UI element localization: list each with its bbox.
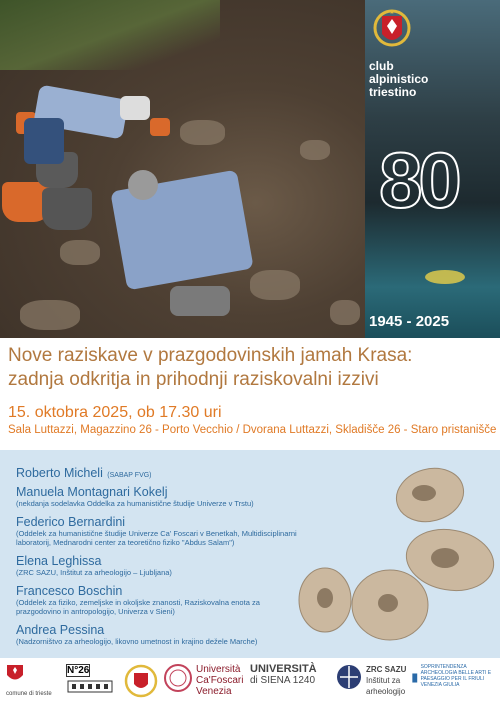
speaker-item [16, 554, 286, 577]
club-crest-icon [373, 6, 411, 54]
excavation-photo [0, 0, 365, 338]
speaker-name: Andrea Pessina [16, 623, 105, 637]
cave-photo [365, 0, 500, 338]
zrc-sazu-logo: ZRC SAZU Inštitut za arheologijo [366, 665, 407, 696]
magazzino-26-logo: N°26 [66, 664, 116, 698]
club-name: club alpinistico triestino [369, 59, 429, 99]
event-title: Nove raziskave v prazgodovinskih jamah Krasa: zadnja odkritja in prihodnji raziskovalni izzivi [8, 345, 413, 390]
speaker-item [16, 485, 286, 508]
speaker-item [16, 623, 286, 646]
event-venue: Sala Luttazzi, Magazzino 26 - Porto Vecchio / Dvorana Luttazzi, Skladišče 26 - Staro pristanišče [8, 424, 497, 436]
stone-artifacts-image [290, 460, 495, 650]
soprintendenza-logo: SOPRINTENDENZA ARCHEOLOGIA BELLE ARTI E PAESAGGIO PER IL FRIULI VENEZIA GIULIA [412, 664, 498, 692]
vegetation [0, 0, 220, 70]
club-crest-icon [124, 664, 158, 698]
speaker-item [16, 515, 301, 547]
cafoscari-logo: Università Ca'Foscari Venezia [196, 664, 244, 697]
speaker-affiliation: (Nadzorništvo za arheologijo, likovno umetnost in krajino dežele Marche) [16, 637, 258, 646]
speaker-name: Federico Bernardini [16, 515, 126, 529]
ministry-icon [412, 664, 418, 692]
building-icon [66, 677, 114, 693]
speaker-item [16, 464, 152, 482]
zrc-globe-icon [336, 664, 362, 690]
speaker-affiliation: (SABAP FVG) [107, 472, 152, 479]
speaker-name: Roberto Micheli [16, 466, 103, 480]
speaker-item [16, 584, 286, 616]
anniversary-number: 80 [379, 136, 458, 224]
comune-crest-icon [6, 664, 24, 684]
speaker-name: Francesco Boschin [16, 584, 123, 598]
siena-logo: UNIVERSITÀ di SIENA 1240 [250, 663, 317, 686]
event-date: 15. oktobra 2025, ob 17.30 uri [8, 404, 222, 421]
speaker-name: Manuela Montagnari Kokelj [16, 485, 168, 499]
comune-logo: comune di trieste [6, 664, 61, 700]
speaker-affiliation: (Oddelek za fiziko, zemeljske in okoljske znanosti, Raziskovalna enota za prazgodovino in antropologijo, Univerza v Sieni) [16, 598, 260, 616]
speaker-affiliation: (Oddelek za humanistične študije Univerze Ca' Foscari v Benetkah, Multidisciplinarni laboratorij, Mednarodni center za teoretično fiziko "Abdus Salam") [16, 529, 297, 547]
speaker-name: Elena Leghissa [16, 554, 102, 568]
seal-icon [164, 664, 192, 692]
anniversary-years: 1945 - 2025 [369, 313, 450, 330]
svg-text:★: ★ [389, 10, 395, 16]
sponsor-footer [0, 658, 500, 707]
speaker-affiliation: (nekdanja sodelavka Oddelka za humanistične študije Univerze v Trstu) [16, 499, 254, 508]
speaker-affiliation: (ZRC SAZU, Inštitut za arheologijo – Ljubljana) [16, 568, 172, 577]
